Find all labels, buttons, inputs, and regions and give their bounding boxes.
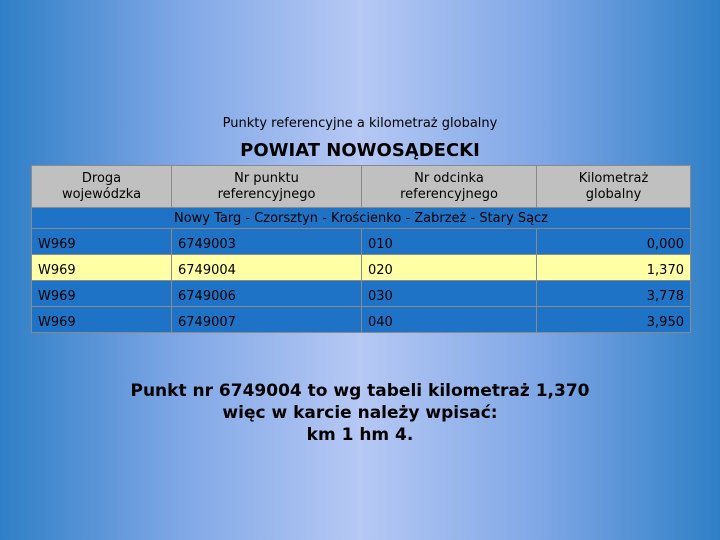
cell-segment: 040 <box>362 307 537 333</box>
reference-points-table <box>31 165 691 333</box>
cell-point: 6749004 <box>172 255 362 281</box>
cell-km: 3,778 <box>537 281 691 307</box>
cell-segment: 020 <box>362 255 537 281</box>
cell-km: 1,370 <box>537 255 691 281</box>
cell-km: 0,000 <box>537 229 691 255</box>
header-point-line2: referencyjnego <box>217 186 316 202</box>
header-segment-line1: Nr odcinka <box>414 170 484 186</box>
cell-point: 6749007 <box>172 307 362 333</box>
slide-subtitle: Punkty referencyjne a kilometraż globalny <box>222 116 498 131</box>
header-road <box>32 166 172 208</box>
header-point-line1: Nr punktu <box>234 170 299 186</box>
note-line-1: Punkt nr 6749004 to wg tabeli kilometraż 1,370 <box>130 381 590 401</box>
table-row-highlighted <box>32 255 691 281</box>
header-road-line2: wojewódzka <box>61 186 142 202</box>
cell-km: 3,950 <box>537 307 691 333</box>
cell-point: 6749003 <box>172 229 362 255</box>
table-header-row <box>32 166 691 208</box>
cell-road: W969 <box>32 255 172 281</box>
header-segment <box>362 166 537 208</box>
cell-road: W969 <box>32 307 172 333</box>
header-point <box>172 166 362 208</box>
section-row <box>32 208 691 229</box>
cell-road: W969 <box>32 229 172 255</box>
header-km-line2: globalny <box>585 186 642 202</box>
table-row <box>32 229 691 255</box>
header-km <box>537 166 691 208</box>
cell-road: W969 <box>32 281 172 307</box>
cell-segment: 030 <box>362 281 537 307</box>
cell-point: 6749006 <box>172 281 362 307</box>
header-segment-line2: referencyjnego <box>400 186 498 202</box>
header-road-line1: Droga <box>81 170 122 186</box>
note-line-3: km 1 hm 4. <box>306 425 414 445</box>
table-row <box>32 281 691 307</box>
note-line-2: więc w karcie należy wpisać: <box>222 403 498 423</box>
explanation-note <box>0 380 720 446</box>
table-row <box>32 307 691 333</box>
slide-title: POWIAT NOWOSĄDECKI <box>240 140 480 161</box>
section-label: Nowy Targ - Czorsztyn - Krościenko - Zabrzeż - Stary Sącz <box>32 208 691 229</box>
header-km-line1: Kilometraż <box>578 170 649 186</box>
cell-segment: 010 <box>362 229 537 255</box>
